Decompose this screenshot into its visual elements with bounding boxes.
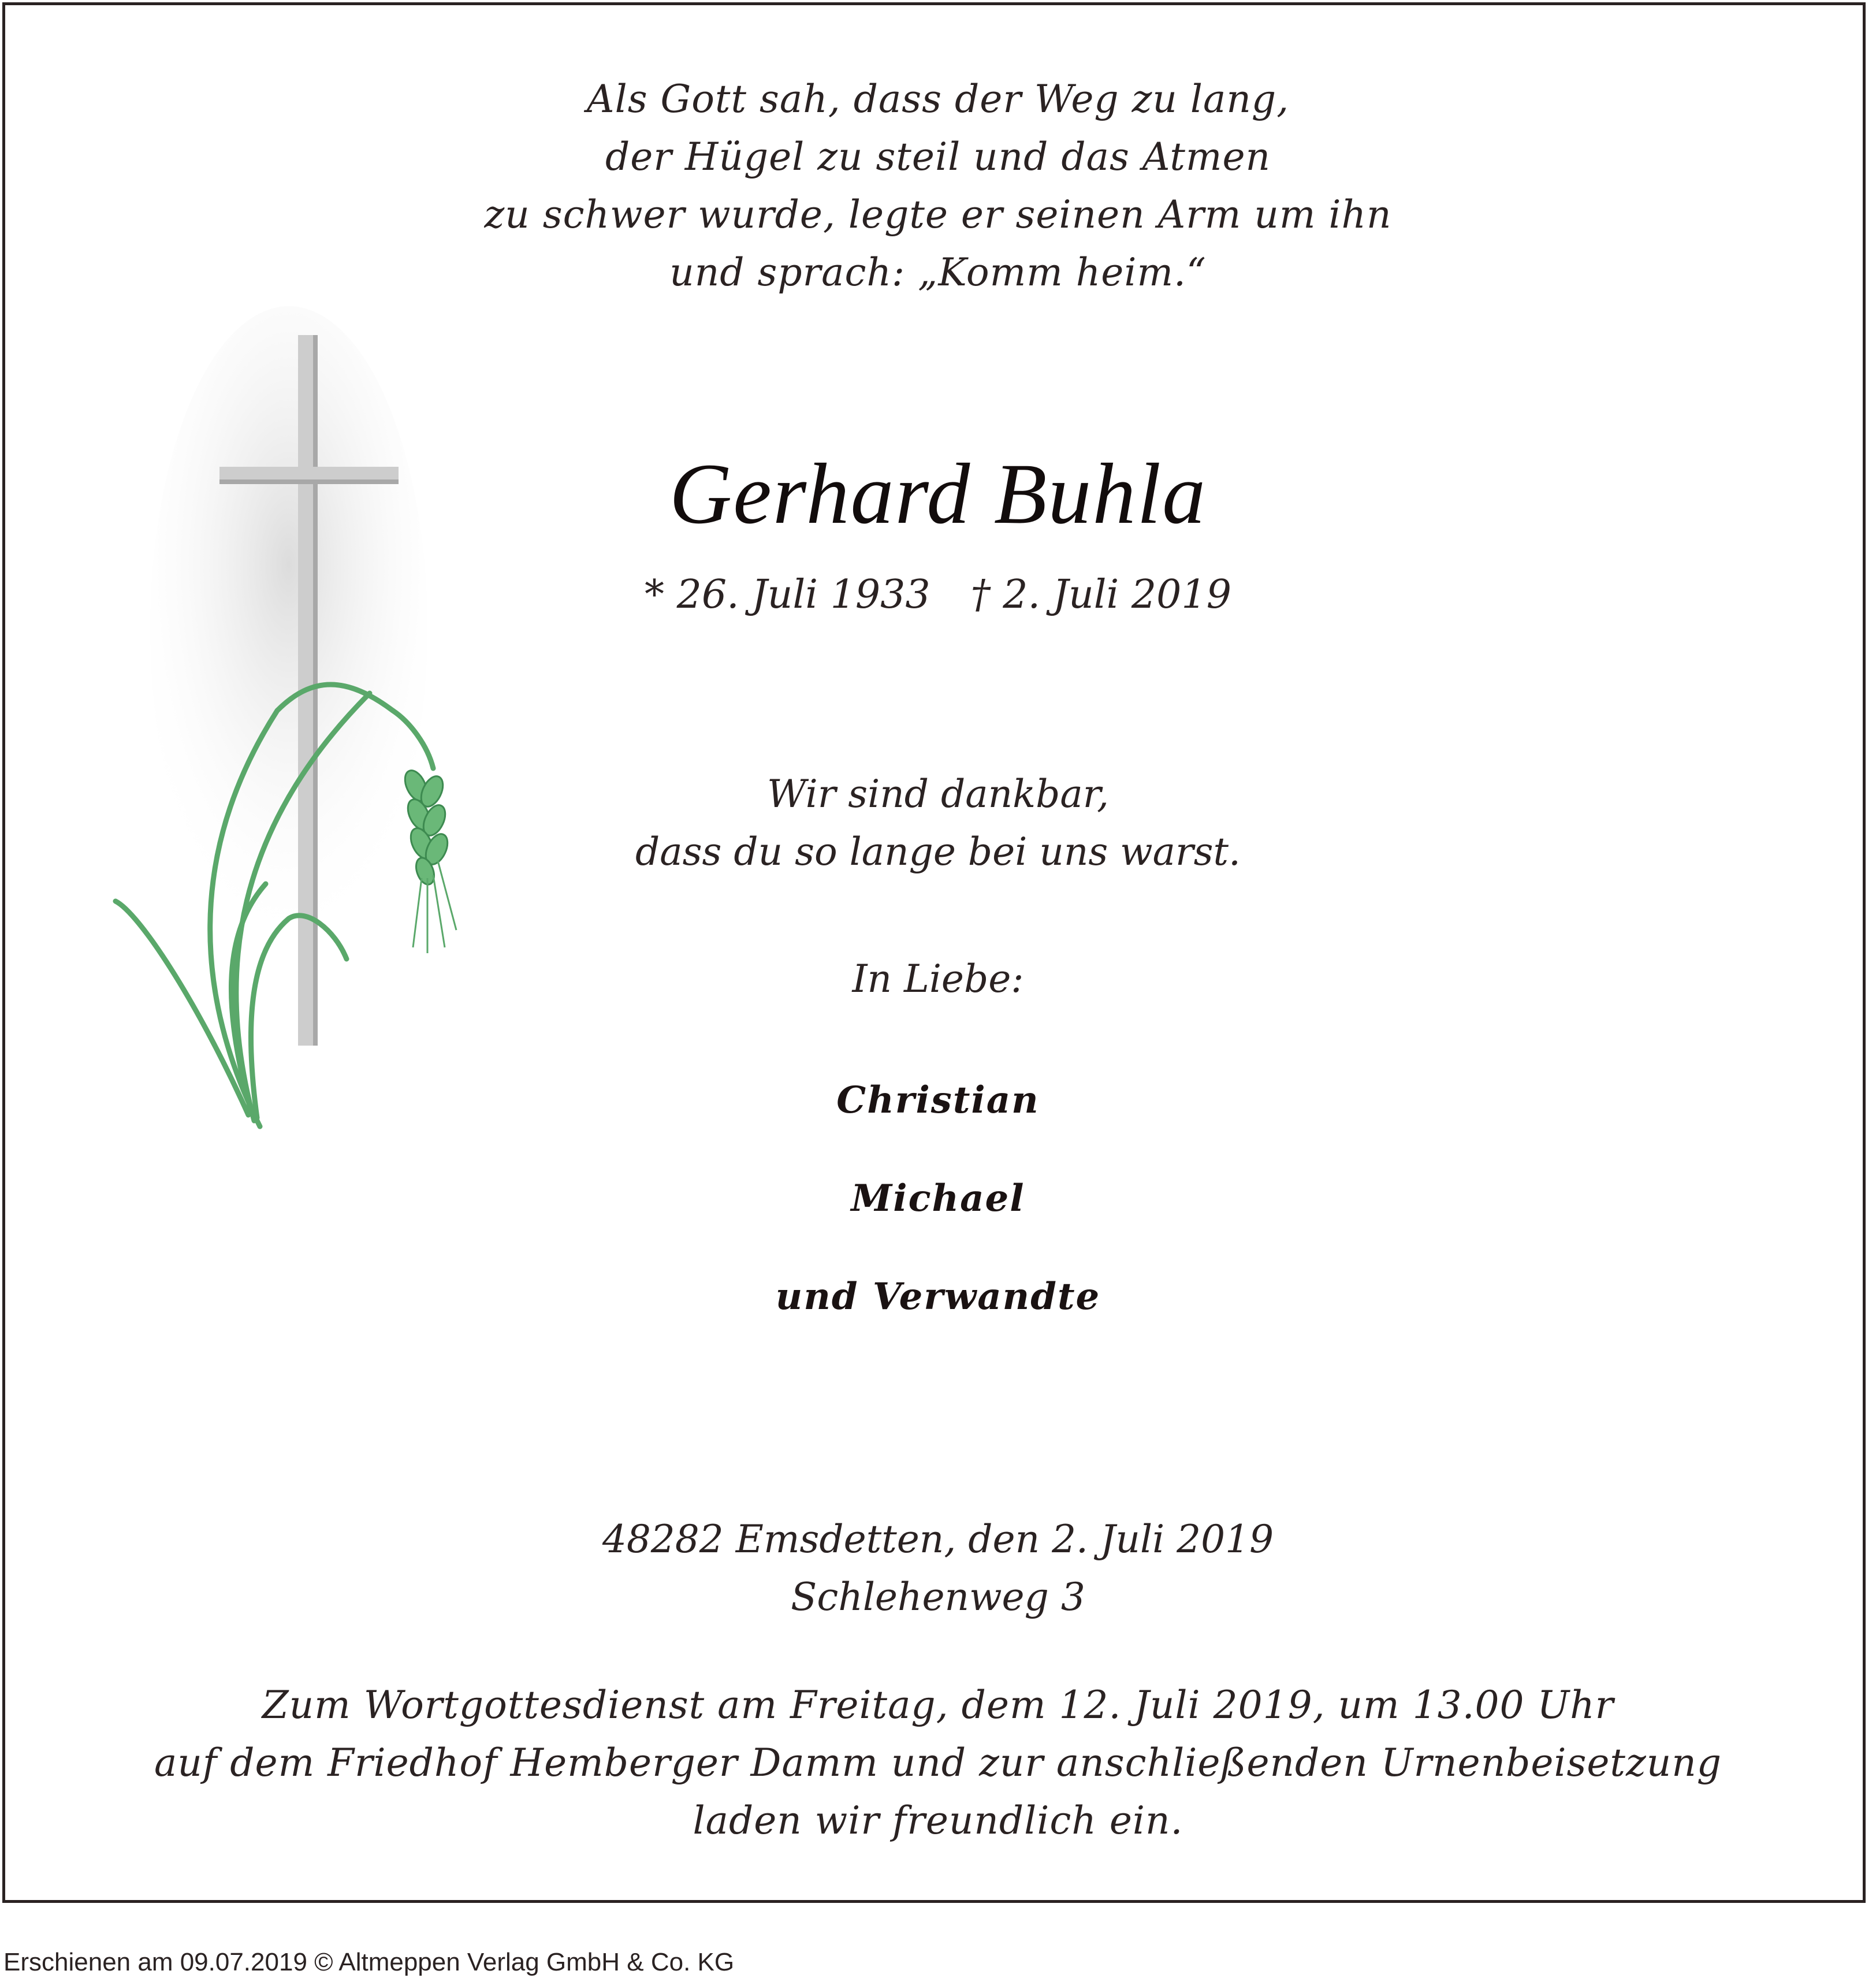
mourner-name: Michael (851, 1177, 1025, 1220)
mourners-list (0, 1051, 1876, 1346)
place-date-line: 48282 Emsdetten, den 2. Juli 2019 (602, 1517, 1274, 1561)
service-line: laden wir freundlich ein. (693, 1798, 1183, 1843)
death-date: † 2. Juli 2019 (970, 572, 1231, 618)
publication-footer: Erschienen am 09.07.2019 © Altmeppen Verlag GmbH & Co. KG (3, 1948, 735, 1976)
deceased-name: Gerhard Buhla (669, 446, 1207, 542)
service-line: Zum Wortgottesdienst am Freitag, dem 12. Juli 2019, um 13.00 Uhr (262, 1683, 1614, 1727)
verse-line: zu schwer wurde, legte er seinen Arm um ihn (484, 192, 1392, 237)
service-invitation (0, 1676, 1876, 1850)
gratitude-line: Wir sind dankbar, (766, 772, 1109, 816)
cross-wheat-illustration (104, 306, 474, 1144)
life-dates (0, 572, 1876, 618)
address-line: Schlehenweg 3 (791, 1575, 1085, 1619)
in-love-label: In Liebe: (852, 957, 1024, 1001)
birth-date: * 26. Juli 1933 (645, 572, 930, 618)
service-line: auf dem Friedhof Hemberger Damm und zur anschließenden Urnenbeisetzung (154, 1741, 1722, 1785)
place-and-address (0, 1511, 1876, 1626)
mourner-name: und Verwandte (775, 1275, 1101, 1318)
verse-line: der Hügel zu steil und das Atmen (605, 135, 1271, 179)
gratitude-line: dass du so lange bei uns warst. (635, 830, 1241, 874)
verse-line: und sprach: „Komm heim.“ (669, 250, 1207, 295)
opening-verse (0, 70, 1876, 302)
gratitude-text (0, 765, 1876, 881)
mourner-name: Christian (836, 1079, 1040, 1122)
verse-line: Als Gott sah, dass der Weg zu lang, (586, 77, 1290, 121)
